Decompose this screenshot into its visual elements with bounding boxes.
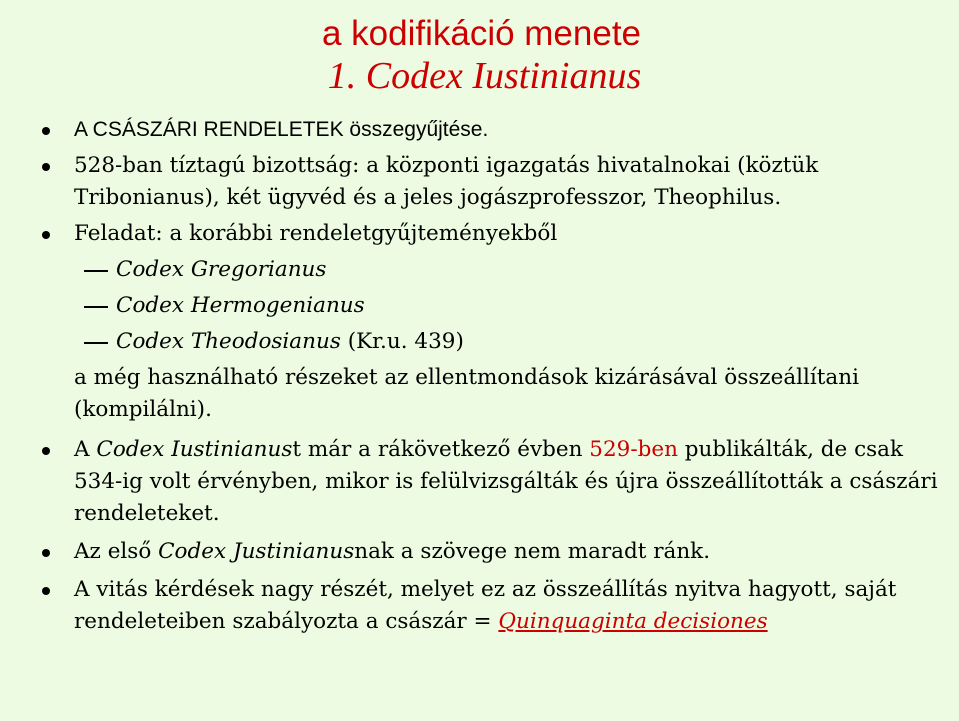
sub-item-3 xyxy=(40,326,940,358)
highlighted-year: 529-ben xyxy=(589,437,678,462)
bullet-text: Feladat: a korábbi rendeletgyűjteményekből xyxy=(74,221,558,246)
sub-item-text-rest: (Kr.u. 439) xyxy=(340,329,464,354)
sub-item-text: Codex Gregorianus xyxy=(116,257,327,282)
bullet-text-pre: Az első xyxy=(74,539,159,564)
bullet-list xyxy=(40,114,940,638)
slide-title xyxy=(0,14,959,98)
dash-icon xyxy=(84,270,108,272)
bullet-text: 528-ban tíztagú bizottság: a központi igazgatás hivatalnokai (köztük Tribonianus), két ügyvéd és a jeles jogászprofesszor, Theophilus. xyxy=(74,153,819,210)
codex-name: Codex Justinianus xyxy=(158,539,355,564)
bullet-text: A CSÁSZÁRI RENDELETEK összegyűjtése. xyxy=(74,118,489,141)
bullet-text-pre: A vitás kérdések nagy részét, melyet ez az összeállítás nyitva hagyott, saját rendeleteiben szabályozta a császár = xyxy=(74,577,897,634)
bullet-item-4 xyxy=(40,434,940,530)
bullet-item-3 xyxy=(40,218,940,250)
bullet-dot-icon xyxy=(42,231,50,239)
bullet-item-5 xyxy=(40,536,940,568)
bullet-dot-icon xyxy=(42,549,50,557)
dash-icon xyxy=(84,342,108,344)
bullet-text-post: nak a szövege nem maradt ránk. xyxy=(354,539,711,564)
bullet-item-6 xyxy=(40,574,940,638)
sub-item-1 xyxy=(40,254,940,286)
bullet-item-1 xyxy=(40,114,940,146)
bullet-text-post: publikálták, de csak 534-ig volt érvényben, mikor is felülvizsgálták és újra összeállították a császári rendeleteket. xyxy=(74,437,938,526)
title-line-2: 1. Codex Iustinianus xyxy=(327,55,642,97)
bullet-dot-icon xyxy=(42,163,50,171)
sub-item-text-italic: Codex Theodosianus xyxy=(116,329,341,354)
bullet-continuation: a még használható részeket az ellentmondások kizárásával összeállítani (kompilálni). xyxy=(74,365,859,422)
codex-name: Codex Iustinianus xyxy=(96,437,293,462)
bullet-text-pre: A xyxy=(74,437,97,462)
title-line-1: a kodifikáció menete xyxy=(321,14,642,53)
sub-item-2 xyxy=(40,290,940,322)
dash-icon xyxy=(84,306,108,308)
bullet-item-2 xyxy=(40,150,940,214)
bullet-dot-icon xyxy=(42,587,50,595)
bullet-dot-icon xyxy=(42,127,50,135)
bullet-text-mid: t már a rákövetkező évben xyxy=(292,437,590,462)
sub-item-text: Codex Hermogenianus xyxy=(116,293,365,318)
bullet-dot-icon xyxy=(42,447,50,455)
decisiones-link[interactable]: Quinquaginta decisiones xyxy=(498,609,768,634)
